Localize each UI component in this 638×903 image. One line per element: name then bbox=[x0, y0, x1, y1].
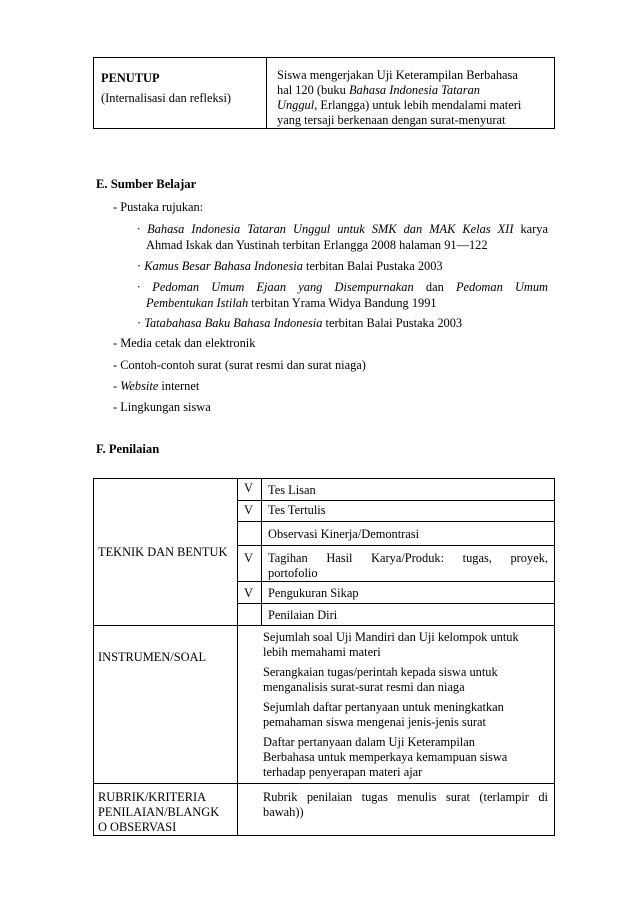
penutup-desc-line-3: Unggul, Erlangga) untuk lebih mendalami materi bbox=[277, 98, 522, 112]
teknik-mark: V bbox=[238, 479, 262, 501]
rubrik-label-cell: RUBRIK/KRITERIA PENILAIAN/BLANGK O OBSERVASI bbox=[94, 784, 238, 836]
teknik-mark: V bbox=[238, 582, 262, 604]
pustaka-rujukan-label: - Pustaka rujukan: bbox=[113, 200, 204, 214]
penutup-desc-line-1: Siswa mengerjakan Uji Keterampilan Berbahasa bbox=[277, 68, 518, 82]
section-e-title: E. Sumber Belajar bbox=[96, 177, 197, 191]
instrumen-item: Sejumlah daftar pertanyaan untuk meningkatkan pemahaman siswa mengenai jenis-jenis surat bbox=[263, 700, 504, 729]
media-item: - Media cetak dan elektronik bbox=[113, 336, 256, 350]
instrumen-item: Daftar pertanyaan dalam Uji Keterampilan Berbahasa untuk memperkaya kemampuan siswa terhadap penyerapan materi ajar bbox=[263, 735, 508, 779]
penutup-label-cell bbox=[94, 58, 267, 129]
penutup-subtitle: (Internalisasi dan refleksi) bbox=[101, 91, 232, 105]
teknik-mark bbox=[238, 604, 262, 626]
reference-3-line-1: · Pedoman Umum Ejaan yang Disempurnakan dan Pedoman Umum bbox=[137, 280, 548, 294]
contoh-surat-item: - Contoh-contoh surat (surat resmi dan surat niaga) bbox=[113, 358, 366, 372]
instrumen-item: Serangkaian tugas/perintah kepada siswa untuk menganalisis surat-surat resmi dan niaga bbox=[263, 665, 498, 694]
teknik-item: Pengukuran Sikap bbox=[262, 582, 555, 604]
teknik-mark: V bbox=[238, 546, 262, 582]
penutup-desc-line-4: yang tersaji berkenaan dengan surat-menyurat bbox=[277, 113, 506, 127]
teknik-item: Tes Lisan bbox=[262, 479, 555, 501]
section-f-title: F. Penilaian bbox=[96, 442, 160, 456]
rubrik-text-cell: Rubrik penilaian tugas menulis surat (terlampir di bawah)) bbox=[238, 784, 555, 836]
penilaian-table bbox=[93, 478, 555, 836]
penutup-description-cell bbox=[267, 58, 555, 129]
instrumen-cell bbox=[238, 626, 555, 784]
penutup-desc-line-2: hal 120 (buku Bahasa Indonesia Tataran bbox=[277, 83, 480, 97]
reference-1-line-1: · Bahasa Indonesia Tataran Unggul untuk SMK dan MAK Kelas XII karya bbox=[137, 222, 548, 236]
reference-4: · Tatabahasa Baku Bahasa Indonesia terbitan Balai Pustaka 2003 bbox=[137, 316, 463, 330]
teknik-item: Tagihan Hasil Karya/Produk: tugas, proyek, portofolio bbox=[262, 546, 555, 582]
penutup-table bbox=[93, 57, 555, 129]
lingkungan-item: - Lingkungan siswa bbox=[113, 400, 211, 414]
teknik-mark bbox=[238, 522, 262, 546]
reference-3-line-2: Pembentukan Istilah terbitan Yrama Widya Bandung 1991 bbox=[146, 296, 437, 310]
teknik-item: Penilaian Diri bbox=[262, 604, 555, 626]
teknik-label-cell: TEKNIK DAN BENTUK bbox=[94, 479, 238, 626]
teknik-item: Observasi Kinerja/Demontrasi bbox=[262, 522, 555, 546]
reference-1-line-2: Ahmad Iskak dan Yustinah terbitan Erlangga 2008 halaman 91—122 bbox=[146, 238, 488, 252]
reference-2: · Kamus Besar Bahasa Indonesia terbitan Balai Pustaka 2003 bbox=[137, 259, 443, 273]
instrumen-label-cell: INSTRUMEN/SOAL bbox=[94, 626, 238, 784]
teknik-mark: V bbox=[238, 501, 262, 522]
website-item: - Website internet bbox=[113, 379, 200, 393]
instrumen-item: Sejumlah soal Uji Mandiri dan Uji kelompok untuk lebih memahami materi bbox=[263, 630, 519, 659]
penutup-title: PENUTUP bbox=[101, 71, 160, 85]
teknik-item: Tes Tertulis bbox=[262, 501, 555, 522]
